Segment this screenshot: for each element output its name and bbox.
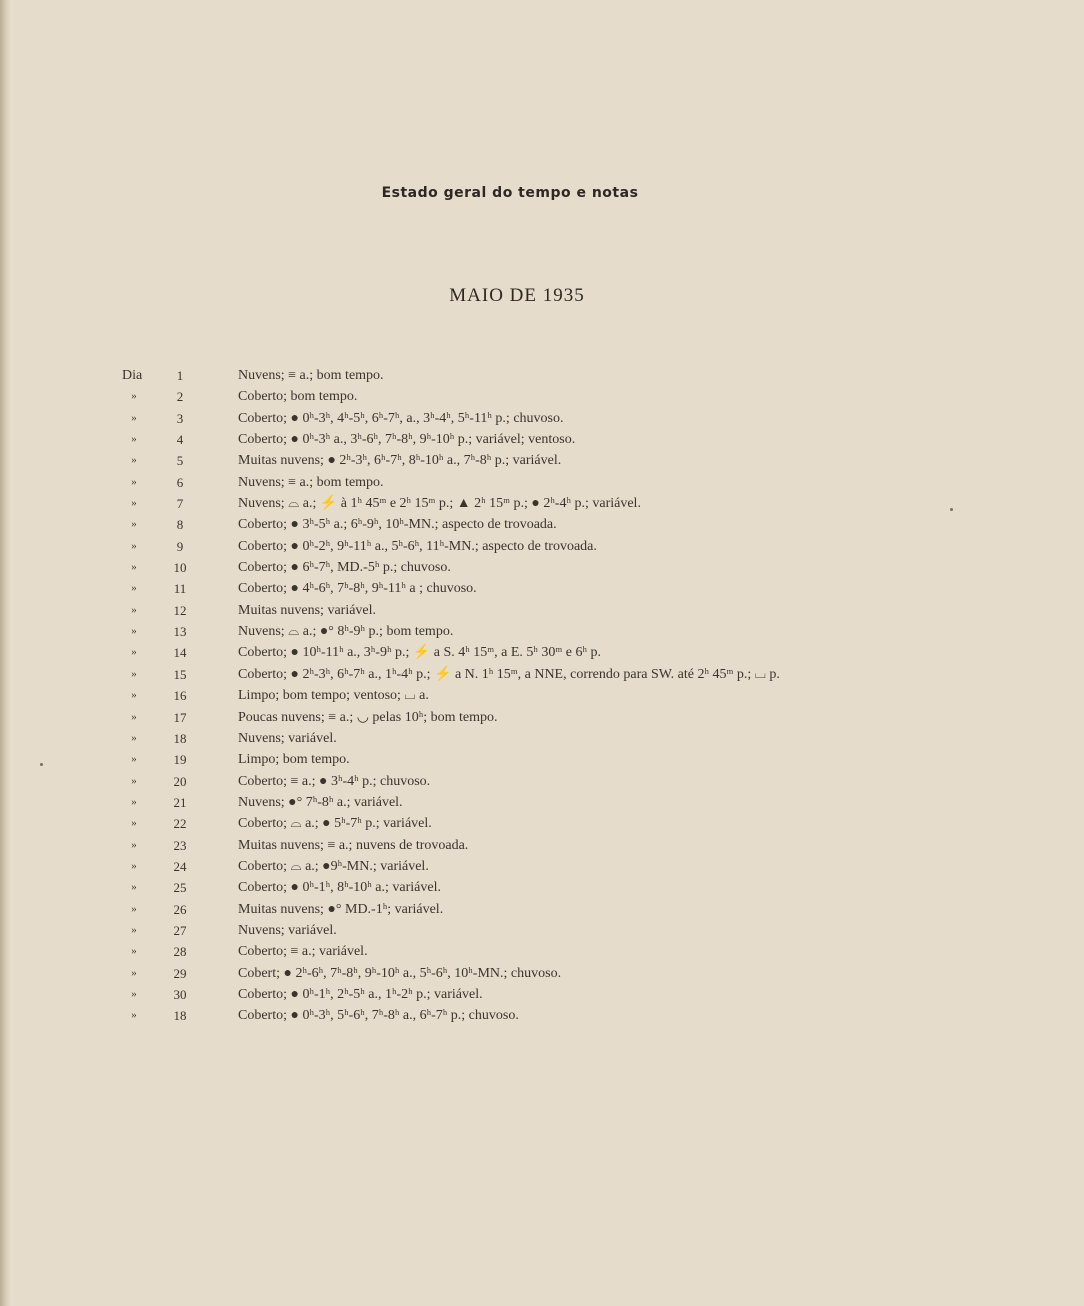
log-row <box>10 600 1084 621</box>
weather-description: Coberto; ● 0ʰ-1ʰ, 8ʰ-10ʰ a.; variável. <box>238 880 441 896</box>
ditto-mark: » <box>131 411 137 424</box>
log-row <box>10 557 1084 578</box>
log-row <box>10 642 1084 663</box>
ditto-mark: » <box>131 582 137 595</box>
log-row <box>10 963 1084 984</box>
row-label-dia: Dia <box>122 368 143 383</box>
ditto-mark: » <box>131 646 137 659</box>
day-number: 21 <box>173 794 187 810</box>
day-number: 6 <box>176 474 184 490</box>
log-row <box>10 920 1084 941</box>
weather-description: Coberto; ● 0ʰ-3ʰ, 4ʰ-5ʰ, 6ʰ-7ʰ, a., 3ʰ-4ʰ, 5ʰ-11ʰ p.; chuvoso. <box>238 410 564 426</box>
page-heading: Estado geral do tempo e notas <box>381 185 639 201</box>
weather-description: Coberto; ● 0ʰ-2ʰ, 9ʰ-11ʰ a., 5ʰ-6ʰ, 11ʰ-MN.; aspecto de trovoada. <box>238 538 597 554</box>
weather-description: Coberto; ● 2ʰ-3ʰ, 6ʰ-7ʰ a., 1ʰ-4ʰ p.; ⚡ a N. 1ʰ 15ᵐ, a NNE, correndo para SW. até 2ʰ 45ᵐ p.; ⌴ p. <box>238 666 780 682</box>
weather-description: Limpo; bom tempo. <box>238 752 350 768</box>
weather-description: Nuvens; variável. <box>238 730 337 746</box>
ditto-mark: » <box>131 390 137 403</box>
weather-description: Muitas nuvens; variável. <box>238 602 377 618</box>
day-number: 18 <box>173 1008 187 1024</box>
ditto-mark: » <box>131 881 137 894</box>
log-row <box>10 835 1084 856</box>
ditto-mark: » <box>131 1009 137 1022</box>
day-number: 24 <box>173 858 187 874</box>
ditto-mark: » <box>131 987 137 1000</box>
log-row <box>10 578 1084 599</box>
log-row <box>10 365 1084 386</box>
day-number: 26 <box>173 901 187 917</box>
ditto-mark: » <box>131 539 137 552</box>
day-number: 18 <box>173 730 187 746</box>
day-number: 28 <box>173 944 187 960</box>
page-binding-edge <box>0 0 10 1306</box>
log-row <box>10 728 1084 749</box>
ditto-mark: » <box>131 753 137 766</box>
log-row <box>10 450 1084 471</box>
weather-description: Cobert; ● 2ʰ-6ʰ, 7ʰ-8ʰ, 9ʰ-10ʰ a., 5ʰ-6ʰ, 10ʰ-MN.; chuvoso. <box>238 965 562 981</box>
day-number: 13 <box>173 624 187 640</box>
ditto-mark: » <box>131 731 137 744</box>
weather-description: Muitas nuvens; ●° MD.-1ʰ; variável. <box>238 901 444 917</box>
ditto-mark: » <box>131 923 137 936</box>
day-number: 7 <box>176 496 184 512</box>
weather-description: Coberto; ● 0ʰ-3ʰ, 5ʰ-6ʰ, 7ʰ-8ʰ a., 6ʰ-7ʰ p.; chuvoso. <box>238 1008 519 1024</box>
ditto-mark: » <box>131 795 137 808</box>
day-number: 23 <box>173 837 187 853</box>
weather-log <box>10 365 1084 1027</box>
log-row <box>10 877 1084 898</box>
weather-description: Nuvens; ≡ a.; bom tempo. <box>238 474 384 490</box>
log-row <box>10 899 1084 920</box>
ditto-mark: » <box>131 689 137 702</box>
log-row <box>10 621 1084 642</box>
day-number: 12 <box>173 602 187 618</box>
weather-description: Muitas nuvens; ● 2ʰ-3ʰ, 6ʰ-7ʰ, 8ʰ-10ʰ a., 7ʰ-8ʰ p.; variável. <box>238 453 562 469</box>
log-row <box>10 792 1084 813</box>
day-number: 25 <box>173 880 187 896</box>
ditto-mark: » <box>131 817 137 830</box>
day-number: 9 <box>176 538 184 554</box>
ditto-mark: » <box>131 497 137 510</box>
day-number: 27 <box>173 922 187 938</box>
day-number: 30 <box>173 986 187 1002</box>
day-number: 5 <box>176 453 184 469</box>
log-row <box>10 472 1084 493</box>
ditto-mark: » <box>131 625 137 638</box>
weather-description: Coberto; ● 0ʰ-1ʰ, 2ʰ-5ʰ a., 1ʰ-2ʰ p.; variável. <box>238 986 483 1002</box>
weather-description: Coberto; ● 6ʰ-7ʰ, MD.-5ʰ p.; chuvoso. <box>238 560 451 576</box>
ditto-mark: » <box>131 902 137 915</box>
weather-description: Coberto; ≡ a.; variável. <box>238 944 368 960</box>
weather-description: Muitas nuvens; ≡ a.; nuvens de trovoada. <box>238 837 469 853</box>
weather-description: Coberto; ⌓ a.; ● 5ʰ-7ʰ p.; variável. <box>238 816 432 832</box>
log-row <box>10 429 1084 450</box>
log-row <box>10 386 1084 407</box>
day-number: 20 <box>173 773 187 789</box>
log-row <box>10 514 1084 535</box>
day-number: 29 <box>173 965 187 981</box>
ditto-mark: » <box>131 838 137 851</box>
log-row <box>10 408 1084 429</box>
day-number: 4 <box>176 432 184 448</box>
ditto-mark: » <box>131 454 137 467</box>
day-number: 11 <box>173 581 187 597</box>
log-row <box>10 813 1084 834</box>
weather-description: Coberto; ≡ a.; ● 3ʰ-4ʰ p.; chuvoso. <box>238 773 431 789</box>
log-row <box>10 749 1084 770</box>
log-row <box>10 536 1084 557</box>
weather-description: Coberto; ● 4ʰ-6ʰ, 7ʰ-8ʰ, 9ʰ-11ʰ a ; chuvoso. <box>238 581 477 597</box>
weather-description: Limpo; bom tempo; ventoso; ⌴ a. <box>238 688 429 704</box>
weather-description: Coberto; bom tempo. <box>238 389 358 405</box>
paper-speck <box>40 763 43 766</box>
log-row <box>10 493 1084 514</box>
weather-description: Coberto; ● 3ʰ-5ʰ a.; 6ʰ-9ʰ, 10ʰ-MN.; aspecto de trovoada. <box>238 517 557 533</box>
log-row <box>10 856 1084 877</box>
paper-speck <box>950 508 953 511</box>
log-row <box>10 685 1084 706</box>
ditto-mark: » <box>131 667 137 680</box>
day-number: 3 <box>176 410 184 426</box>
log-row <box>10 1005 1084 1026</box>
log-row <box>10 664 1084 685</box>
day-number: 8 <box>176 517 184 533</box>
day-number: 22 <box>173 816 187 832</box>
log-row <box>10 941 1084 962</box>
ditto-mark: » <box>131 774 137 787</box>
weather-description: Nuvens; variável. <box>238 922 337 938</box>
ditto-mark: » <box>131 859 137 872</box>
ditto-mark: » <box>131 966 137 979</box>
day-number: 14 <box>173 645 187 661</box>
ditto-mark: » <box>131 518 137 531</box>
day-number: 15 <box>173 666 187 682</box>
ditto-mark: » <box>131 945 137 958</box>
ditto-mark: » <box>131 710 137 723</box>
document-page <box>10 0 1084 1306</box>
weather-description: Coberto; ⌓ a.; ●9ʰ-MN.; variável. <box>238 858 429 874</box>
day-number: 17 <box>173 709 187 725</box>
weather-description: Coberto; ● 0ʰ-3ʰ a., 3ʰ-6ʰ, 7ʰ-8ʰ, 9ʰ-10ʰ p.; variável; ventoso. <box>238 432 576 448</box>
weather-description: Coberto; ● 10ʰ-11ʰ a., 3ʰ-9ʰ p.; ⚡ a S. 4ʰ 15ᵐ, a E. 5ʰ 30ᵐ e 6ʰ p. <box>238 645 601 661</box>
day-number: 2 <box>176 389 184 405</box>
log-row <box>10 984 1084 1005</box>
day-number: 10 <box>173 560 187 576</box>
log-row <box>10 771 1084 792</box>
ditto-mark: » <box>131 603 137 616</box>
ditto-mark: » <box>131 475 137 488</box>
ditto-mark: » <box>131 433 137 446</box>
ditto-mark: » <box>131 561 137 574</box>
weather-description: Nuvens; ⌓ a.; ●° 8ʰ-9ʰ p.; bom tempo. <box>238 624 454 640</box>
day-number: 16 <box>173 688 187 704</box>
day-number: 19 <box>173 752 187 768</box>
day-number: 1 <box>176 368 184 383</box>
weather-description: Nuvens; ⌓ a.; ⚡ à 1ʰ 45ᵐ e 2ʰ 15ᵐ p.; ▲ 2ʰ 15ᵐ p.; ● 2ʰ-4ʰ p.; variável. <box>238 496 641 512</box>
month-title: MAIO DE 1935 <box>449 285 585 306</box>
log-row <box>10 707 1084 728</box>
weather-description: Poucas nuvens; ≡ a.; ◡ pelas 10ʰ; bom tempo. <box>238 709 498 725</box>
weather-description: Nuvens; ≡ a.; bom tempo. <box>238 368 384 383</box>
weather-description: Nuvens; ●° 7ʰ-8ʰ a.; variável. <box>238 794 403 810</box>
